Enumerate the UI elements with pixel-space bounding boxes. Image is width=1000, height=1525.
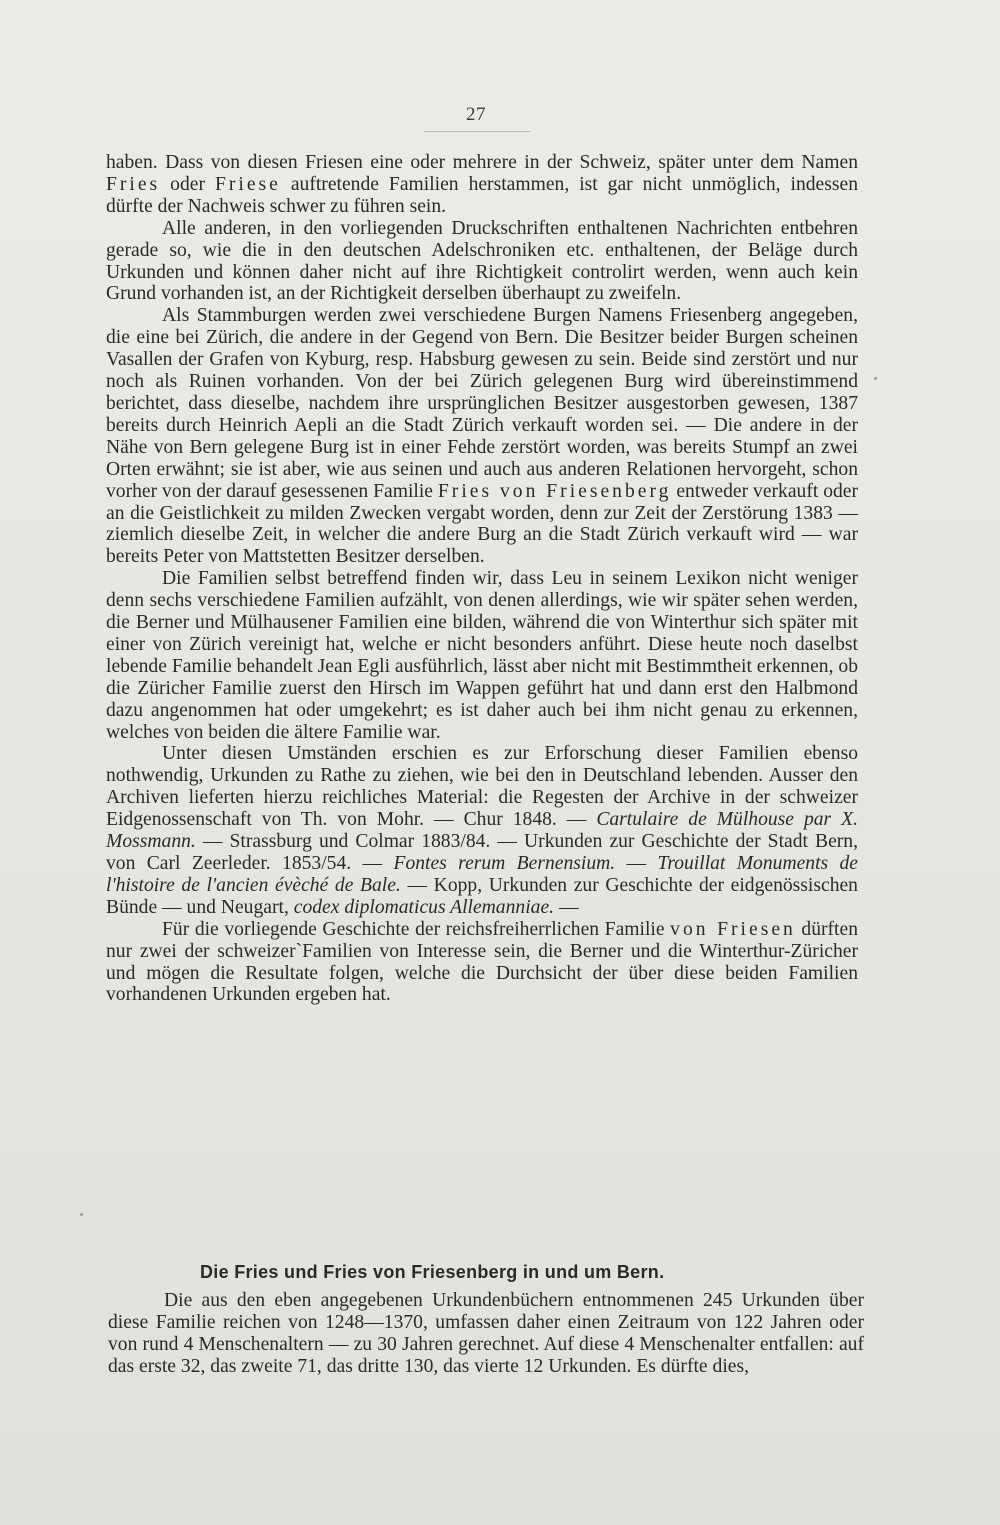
header-rule bbox=[424, 131, 530, 132]
paragraph-1: haben. Dass von diesen Friesen eine oder mehrere in der Schweiz, später unter dem Namen Fries oder Friese auftretende Familien herstammen, ist gar nicht unmöglich, indessen dürfte der Nachweis schwer zu führen sein. bbox=[106, 152, 858, 217]
paragraph-3: Als Stammburgen werden zwei verschiedene Burgen Namens Friesenberg angegeben, die eine bei Zürich, die andere in der Gegend von Bern. Die Besitzer beider Burgen scheinen Vasallen der Grafen von Kyburg, resp. Habsburg gewesen zu sein. Beide sind zerstört und nur noch als Ruinen vorhanden. Von der bei Zürich gelegenen Burg wird übereinstimmend berichtet, dass dieselbe, nachdem ihre ursprünglichen Besitzer ausgestorben gewesen, 1387 bereits durch Heinrich Aepli an die Stadt Zürich verkauft worden sei. — Die andere in der Nähe von Bern gelegene Burg ist in einer Fehde zerstört worden, was bereits Stumpf an zwei Orten erwähnt; sie ist aber, wie aus seinen und auch aus anderen Relationen hervorgeht, schon vorher von der darauf gesessenen Familie Fries von Friesenberg entweder verkauft oder an die Geistlichkeit zu milden Zwecken vergabt worden, denn zur Zeit der Zerstörung 1383 — ziemlich dieselbe Zeit, in welcher die andere Burg an die Stadt Zürich verkauft wird — war bereits Peter von Mattstetten Besitzer derselben. bbox=[106, 305, 859, 568]
citation-trouillat: Trouillat Monuments de l'histoire de l'ancien évèché de Bale. bbox=[106, 853, 859, 896]
section-text bbox=[108, 1290, 864, 1378]
citation-codex: codex diplomaticus Allemanniae. bbox=[293, 896, 555, 918]
paragraph-4: Die Familien selbst betreffend finden wir, dass Leu in seinem Lexikon nicht weniger denn sechs verschiedene Familien aufzählt, von denen allerdings, wie wir später sehen werden, die Berner und Mülhausener Familien eine bilden, während die von Winterthur sich später mit einer von Zürich vereinigt hat, welche er nicht besonders anführt. Diese heute noch daselbst lebende Familie behandelt Jean Egli ausführlich, lässt aber nicht mit Bestimmtheit erkennen, ob die Züricher Familie zuerst den Hirsch im Wappen geführt hat und dann erst den Halbmond dazu angenommen hat oder umgekehrt; es ist daher auch bei ihm nicht genau zu erkennen, welches von beiden die ältere Familie war. bbox=[106, 568, 858, 743]
paragraph-6: Für die vorliegende Geschichte der reichsfreiherrlichen Familie von Friesen dürften nur zwei der schweizer`Familien von Interesse sein, die Berner und die Winterthur-Züricher und mögen die Resultate folgen, welche die Durchsicht der über diese beiden Familien vorhandenen Urkunden ergeben hat. bbox=[106, 918, 858, 1006]
citation-fontes: Fontes rerum Bernensium. bbox=[393, 853, 616, 874]
paragraph-5: Unter diesen Umständen erschien es zur Erforschung dieser Familien ebenso nothwendig, Urkunden zu Rathe zu ziehen, wie bei den in Deutschland lebenden. Ausser den Archiven lieferten hierzu reichliches Material: die Regesten der Archive in der schweizer Eidgenossenschaft von Th. von Mohr. — Chur 1848. — Cartulaire de Mülhouse par X. Mossmann. — Strassburg und Colmar 1883/84. — Urkunden zur Geschichte der Stadt Bern, von Carl Zeerleder. 1853/54. — Fontes rerum Bernensium. — Trouillat Monuments de l'histoire de l'ancien évèché de Bale. — Kopp, Urkunden zur Geschichte der eidgenössischen Bünde — und Neugart, codex diplomaticus Allemanniae. — bbox=[106, 743, 859, 918]
citation-cartulaire: Cartulaire de Mülhouse par X. Mossmann. bbox=[106, 809, 858, 853]
main-text bbox=[106, 152, 858, 1006]
spaced-name-fries: Fries bbox=[106, 173, 161, 195]
page-number: 27 bbox=[466, 104, 486, 125]
paper-speck bbox=[874, 377, 877, 380]
paper-speck bbox=[80, 1213, 83, 1216]
spaced-name-von-friesen: von Friesen bbox=[670, 918, 796, 940]
section-heading: Die Fries und Fries von Friesenberg in und um Bern. bbox=[200, 1262, 665, 1282]
spaced-name-fries-von-friesenberg: Fries von Friesenberg bbox=[437, 480, 672, 502]
spaced-name-friese: Friese bbox=[214, 173, 281, 195]
paragraph-2: Alle anderen, in den vorliegenden Druckschriften enthaltenen Nachrichten entbehren gerade so, wie die in den deutschen Adelschroniken etc. enthaltenen, der Beläge durch Urkunden und können daher nicht auf ihre Richtigkeit controlirt werden, wenn auch kein Grund vorhanden ist, an der Richtigkeit derselben überhaupt zu zweifeln. bbox=[106, 217, 858, 305]
section-paragraph: Die aus den eben angegebenen Urkundenbüchern entnommenen 245 Urkunden über diese Familie reichen von 1248—1370, umfassen daher einen Zeitraum von 122 Jahren oder von rund 4 Menschenaltern — zu 30 Jahren gerechnet. Auf diese 4 Menschenalter entfallen: auf das erste 32, das zweite 71, das dritte 130, das vierte 12 Urkunden. Es dürfte dies, bbox=[108, 1290, 864, 1377]
